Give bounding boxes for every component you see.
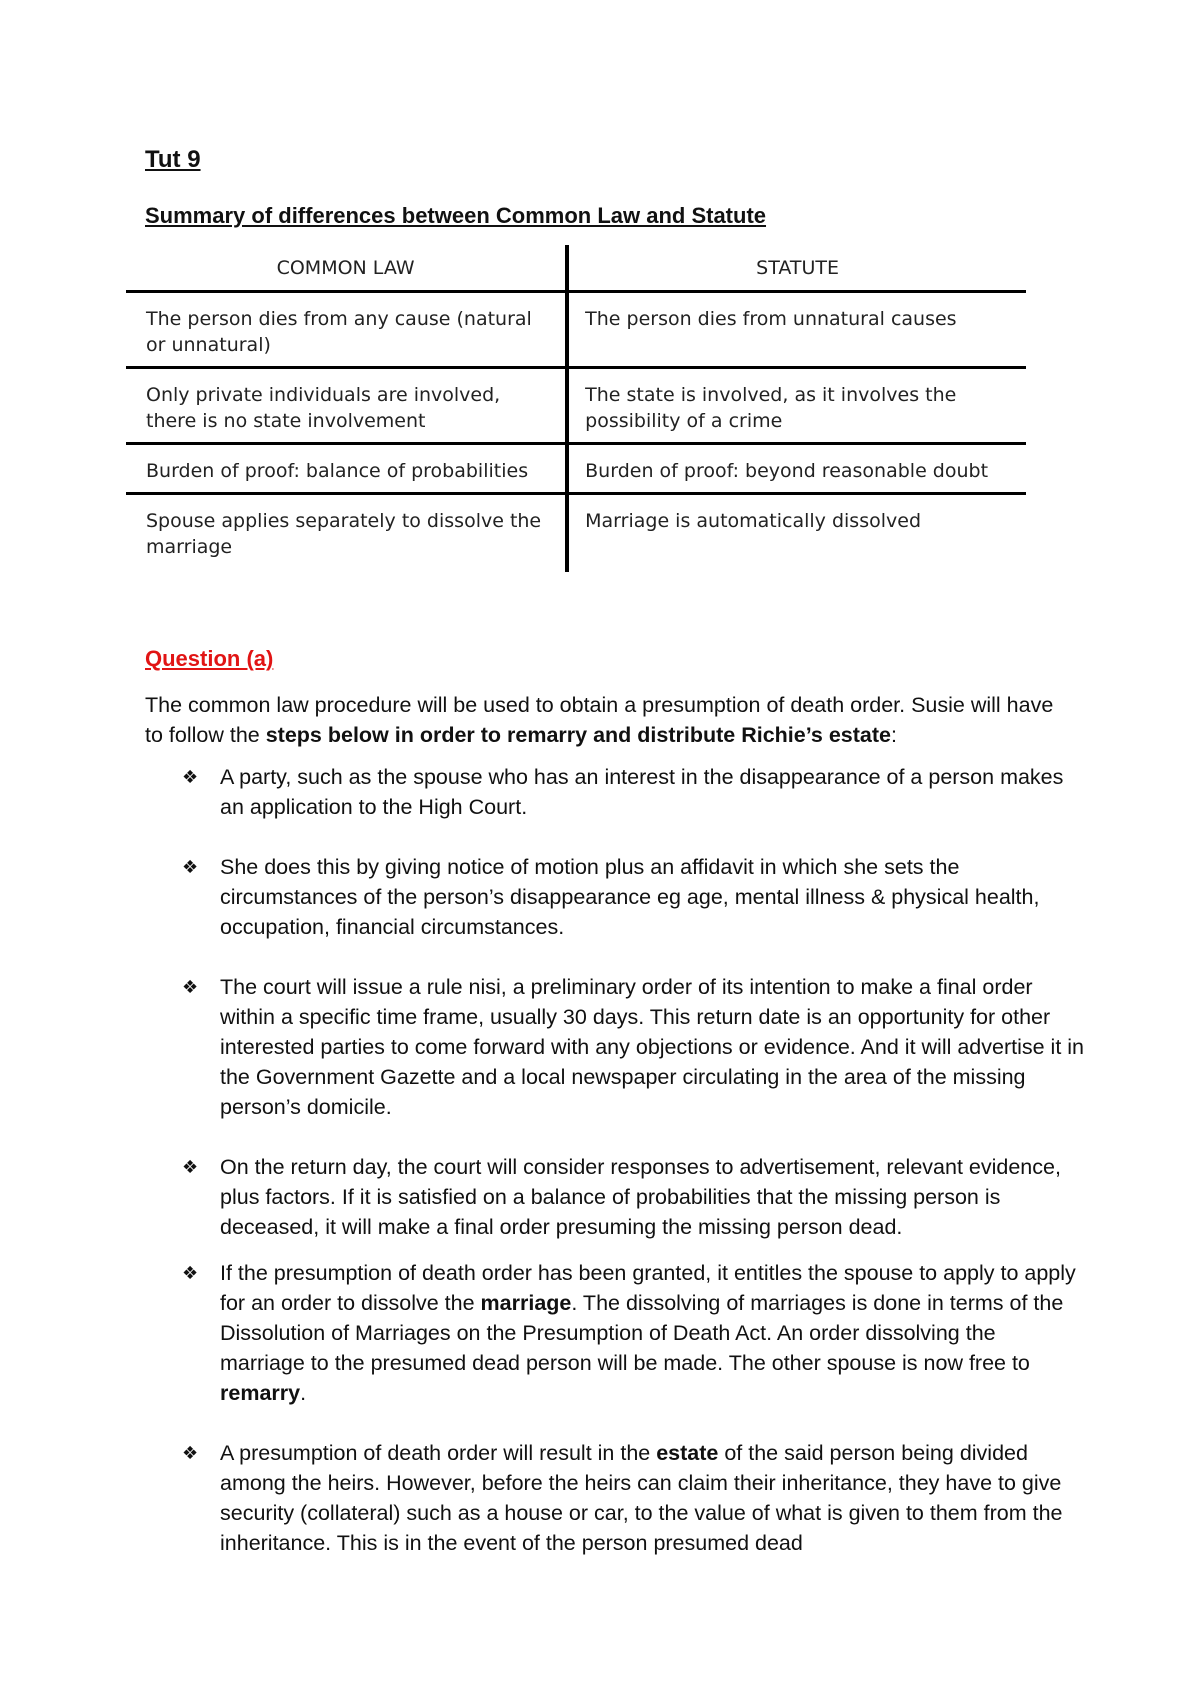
list-item: [145, 972, 1085, 1122]
step-text: She does this by giving notice of motion plus an affidavit in which she sets the circumstances of the person’s disappearance eg age, mental illness & physical health, occupation, financial circumstances.: [220, 855, 1040, 939]
diamond-bullet-icon: ❖: [182, 857, 199, 877]
diamond-bullet-icon: ❖: [182, 767, 199, 787]
step-text: A party, such as the spouse who has an interest in the disappearance of a person makes an application to the High Court.: [220, 765, 1064, 819]
table-row: [126, 494, 1026, 573]
step-text-part: A presumption of death order will result in the: [220, 1441, 657, 1465]
table-row: [126, 444, 1026, 494]
diamond-bullet-icon: ❖: [182, 1263, 199, 1283]
list-item: [145, 852, 1085, 942]
step-text-part: If the presumption of death order has been granted, it entitles the spouse to apply to apply for an order to dissolve the: [220, 1261, 1076, 1315]
table-cell: The person dies from unnatural causes: [567, 292, 1026, 368]
step-text-part: of the said person being divided among the heirs. However, before the heirs can claim their inheritance, they have to give security (collateral) such as a house or car, to the value of what is given to them from the inheritance. This is in the event of the person presumed dead: [220, 1441, 1063, 1555]
step-text: [220, 1261, 1076, 1405]
table-cell: Marriage is automatically dissolved: [585, 510, 921, 532]
steps-list: [145, 762, 1085, 1558]
question-a-intro: [145, 690, 1065, 750]
header-statute: STATUTE: [567, 245, 1026, 292]
table-cell: Burden of proof: beyond reasonable doubt: [567, 444, 1026, 494]
step-text-part: . The dissolving of marriages is done in terms of the Dissolution of Marriages on the Presumption of Death Act. An order dissolving the marriage to the presumed dead person will be made. The other spouse is now free to: [220, 1291, 1064, 1375]
step-text: [220, 1441, 1063, 1555]
diamond-bullet-icon: ❖: [182, 1157, 199, 1177]
table-row: [126, 292, 1026, 368]
intro-end: :: [890, 723, 897, 747]
table-cell: Burden of proof: balance of probabilities: [126, 444, 567, 494]
summary-heading: Summary of differences between Common Law and Statute: [145, 203, 767, 228]
list-item: [145, 1258, 1085, 1408]
list-item: [145, 1152, 1085, 1242]
intro-bold-text: steps below in order to remarry and distribute Richie’s estate: [265, 723, 891, 747]
intro-text: The common law procedure will be used to obtain a presumption of death order. Susie will have to follow the: [145, 693, 1054, 747]
table-header-row: [126, 245, 1026, 292]
step-bold-remarry: remarry: [220, 1381, 301, 1405]
diamond-bullet-icon: ❖: [182, 1443, 199, 1463]
comparison-table: [126, 245, 1026, 572]
list-item: [145, 762, 1085, 822]
table-cell: Spouse applies separately to dissolve the marriage: [126, 494, 567, 573]
table-cell: The person dies from any cause (natural or unnatural): [126, 292, 567, 368]
question-a-heading: Question (a): [145, 646, 274, 671]
step-text: The court will issue a rule nisi, a preliminary order of its intention to make a final order within a specific time frame, usually 30 days. This return date is an opportunity for other interested parties to come forward with any objections or evidence. And it will advertise it in the Government Gazette and a local newspaper circulating in the area of the missing person’s domicile.: [220, 975, 1085, 1119]
diamond-bullet-icon: ❖: [182, 977, 199, 997]
step-text: On the return day, the court will consider responses to advertisement, relevant evidence, plus factors. If it is satisfied on a balance of probabilities that the missing person is deceased, it will make a final order presuming the missing person dead.: [220, 1155, 1061, 1239]
table-cell: Only private individuals are involved, there is no state involvement: [126, 368, 567, 444]
table-cell: The state is involved, as it involves the possibility of a crime: [567, 368, 1026, 444]
document-title: Tut 9: [145, 146, 201, 173]
table-row: [126, 368, 1026, 444]
header-common-law: COMMON LAW: [126, 245, 567, 292]
list-item: [145, 1438, 1085, 1558]
step-text-part: .: [300, 1381, 307, 1405]
step-bold-estate: estate: [656, 1441, 719, 1465]
step-bold-marriage: marriage: [480, 1291, 572, 1315]
